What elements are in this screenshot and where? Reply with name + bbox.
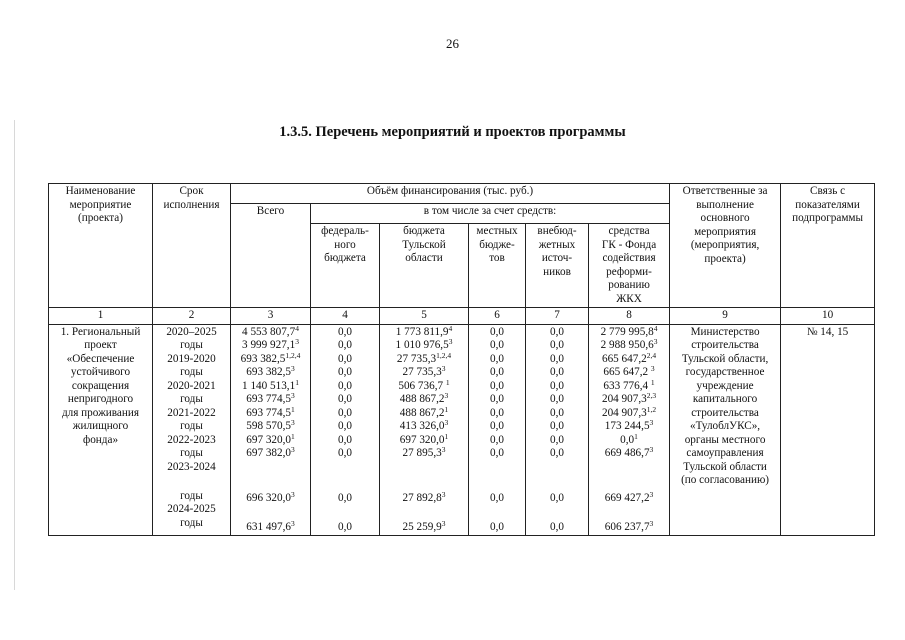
cell-value xyxy=(155,474,228,490)
cell-value: годы xyxy=(180,366,203,378)
footnote-mark: 1 xyxy=(444,431,449,441)
cell-value: 0,0 xyxy=(490,366,504,378)
cell-value: 0,0 xyxy=(490,406,504,419)
cell-value xyxy=(528,461,586,477)
row-regional xyxy=(380,324,469,536)
cell-value: 0,0 xyxy=(338,352,352,365)
cell-value: годы xyxy=(180,393,203,405)
cell-value xyxy=(233,461,308,477)
footnote-mark: 4 xyxy=(448,323,453,333)
column-number: 8 xyxy=(589,308,670,325)
cell-value xyxy=(528,505,586,521)
cell-value: 0,0 xyxy=(490,520,504,533)
cell-value: 3 999 927,1$^3$ xyxy=(242,337,299,351)
column-number: 7 xyxy=(526,308,589,325)
cell-value: 0,0 xyxy=(550,339,564,351)
cell-value: 696 320,0$^3$ xyxy=(246,489,295,504)
cell-value: 2020-2021 xyxy=(167,379,216,392)
cell-value: годы xyxy=(180,516,203,529)
cell-value: 693 774,5$^3$ xyxy=(246,391,295,405)
footnote-mark: 3 xyxy=(291,489,295,499)
footnote-mark: 1 xyxy=(291,431,295,441)
cell-value: 0,0 xyxy=(338,366,352,378)
column-number: 6 xyxy=(469,308,526,325)
cell-value: годы xyxy=(180,489,203,502)
cell-value: 27 892,8$^3$ xyxy=(402,489,446,504)
footnote-mark: 2,3 xyxy=(646,391,657,400)
header-offbudget: внебюд- жетных источ- ников xyxy=(526,224,589,308)
row-local xyxy=(469,324,526,536)
cell-value: годы xyxy=(180,420,203,432)
footnote-mark: 4 xyxy=(295,323,299,333)
cell-value: 0,0 xyxy=(338,420,352,432)
column-number: 2 xyxy=(153,308,231,325)
cell-value: 0,0 xyxy=(490,352,504,365)
footnote-mark: 2,4 xyxy=(646,350,657,360)
cell-value: 0,0 xyxy=(338,447,352,459)
header-name: Наименование мероприятие (проекта) xyxy=(49,184,153,308)
cell-value: 1 010 976,5$^3$ xyxy=(395,337,453,351)
cell-value: 2019-2020 xyxy=(167,352,216,365)
cell-value: 0,0 xyxy=(550,393,564,405)
row-offbudget xyxy=(526,324,589,536)
cell-value xyxy=(471,505,523,521)
measures-table xyxy=(48,183,875,536)
cell-value: 0,0 xyxy=(338,393,352,405)
cell-value: 25 259,9$^3$ xyxy=(402,518,446,533)
section-title: 1.3.5. Перечень мероприятий и проектов программы xyxy=(279,124,626,140)
cell-value xyxy=(382,505,466,521)
header-funding: Объём финансирования (тыс. руб.) xyxy=(231,184,670,204)
cell-value xyxy=(233,505,308,521)
cell-value: 2024-2025 xyxy=(167,503,216,516)
cell-value: 488 867,2$^1$ xyxy=(399,404,449,419)
cell-value: 0,0 xyxy=(338,379,352,392)
column-number: 5 xyxy=(380,308,469,325)
footnote-mark: 1 xyxy=(295,377,299,387)
cell-value: 697 320,0$^1$ xyxy=(399,431,449,446)
cell-value: 697 382,0$^3$ xyxy=(246,445,295,459)
cell-value: 27 735,3$^{1,2,4}$ xyxy=(396,350,452,365)
cell-value: 204 907,3$^{2,3}$ xyxy=(601,391,657,405)
cell-value: 0,0 xyxy=(550,366,564,378)
footnote-mark: 3 xyxy=(295,337,299,346)
cell-value xyxy=(471,461,523,477)
cell-value: 0,0 xyxy=(338,491,352,504)
cell-value: 598 570,5$^3$ xyxy=(246,418,295,432)
cell-value: 693 774,5$^1$ xyxy=(246,404,295,419)
cell-value: 0,0 xyxy=(490,393,504,405)
cell-value: 2022-2023 xyxy=(167,433,216,446)
cell-value: 2 779 995,8$^4$ xyxy=(600,323,658,338)
header-term: Срок исполнения xyxy=(153,184,231,308)
cell-value: 0,0 xyxy=(550,491,564,504)
cell-value: 204 907,3$^{1,2}$ xyxy=(601,404,657,419)
cell-value: 0,0 xyxy=(550,325,564,338)
cell-value: 0,0 xyxy=(490,379,504,392)
cell-value: 693 382,5$^{1,2,4}$ xyxy=(240,350,301,365)
cell-value: 0,0 xyxy=(550,420,564,432)
footnote-mark: 3 xyxy=(441,518,446,528)
cell-value: 488 867,2$^3$ xyxy=(399,391,449,405)
row-link: № 14, 15 xyxy=(781,324,875,536)
cell-value xyxy=(313,461,377,477)
column-number: 1 xyxy=(49,308,153,325)
cell-value: 0,0 xyxy=(490,491,504,504)
cell-value: 27 895,3$^3$ xyxy=(402,445,446,459)
header-responsible: Ответственные за выполнение основного мероприятия (мероприятия, проекта) xyxy=(670,184,781,308)
cell-value: 0,0 xyxy=(338,339,352,351)
page-edge-line xyxy=(14,120,15,590)
row-fund xyxy=(589,324,670,536)
footnote-mark: 3 xyxy=(291,391,295,400)
cell-value: 0,0 xyxy=(338,433,352,446)
cell-value: 1 773 811,9$^4$ xyxy=(395,323,453,338)
header-link: Связь с показателями подпрограммы xyxy=(781,184,875,308)
cell-value: годы xyxy=(180,447,203,459)
cell-value: 669 427,2$^3$ xyxy=(604,489,654,504)
header-total: Всего xyxy=(231,204,311,308)
cell-value: 2 988 950,6$^3$ xyxy=(600,337,658,351)
cell-value: 0,0 xyxy=(490,447,504,459)
header-including: в том числе за счет средств: xyxy=(311,204,670,224)
cell-value: 413 326,0$^3$ xyxy=(399,418,449,432)
cell-value: 0,0 xyxy=(550,520,564,533)
cell-value: годы xyxy=(180,339,203,351)
cell-value: 631 497,6$^3$ xyxy=(246,518,295,533)
footnote-mark: 3 xyxy=(441,364,446,373)
cell-value: 633 776,4 $^1$ xyxy=(603,377,655,392)
footnote-mark: 3 xyxy=(441,445,446,454)
cell-value xyxy=(382,476,466,492)
footnote-mark: 3 xyxy=(291,418,295,427)
header-local: местных бюдже- тов xyxy=(469,224,526,308)
cell-value xyxy=(591,476,667,492)
cell-value: 0,0 xyxy=(490,339,504,351)
footnote-mark: 3 xyxy=(649,445,654,454)
cell-value xyxy=(233,476,308,492)
column-number-row xyxy=(49,308,875,325)
cell-value: $0,0^1$ xyxy=(620,431,638,446)
cell-value: 0,0 xyxy=(338,325,352,338)
cell-value: 2021-2022 xyxy=(167,406,216,419)
cell-value: 0,0 xyxy=(490,420,504,432)
cell-value xyxy=(382,461,466,477)
cell-value: 27 735,3$^3$ xyxy=(402,364,446,378)
footnote-mark: 3 xyxy=(291,445,295,454)
cell-value xyxy=(313,505,377,521)
cell-value: 669 486,7$^3$ xyxy=(604,445,654,459)
cell-value xyxy=(591,505,667,521)
footnote-mark: 3 xyxy=(650,364,655,373)
cell-value xyxy=(528,476,586,492)
cell-value xyxy=(591,461,667,477)
header-regional: бюджета Тульской области xyxy=(380,224,469,308)
cell-value: 2023-2024 xyxy=(167,460,216,473)
cell-value: 0,0 xyxy=(550,447,564,459)
row-federal xyxy=(311,324,380,536)
row-name: 1. Региональный проект «Обеспечение устойчивого сокращения непригодного для проживания жилищного фонда» xyxy=(49,324,153,536)
header-fund: средства ГК - Фонда содействия реформи- рованию ЖКХ xyxy=(589,224,670,308)
cell-value xyxy=(471,476,523,492)
footnote-mark: 1 xyxy=(634,431,638,441)
cell-value: 173 244,5$^3$ xyxy=(604,418,654,432)
footnote-mark: 1,2 xyxy=(646,404,657,414)
footnote-mark: 1 xyxy=(650,377,655,387)
cell-value: 0,0 xyxy=(550,352,564,365)
cell-value: 0,0 xyxy=(338,406,352,419)
cell-value: 4 553 807,7$^4$ xyxy=(242,323,299,338)
row-total xyxy=(231,324,311,536)
footnote-mark: 1 xyxy=(291,404,295,414)
column-number: 9 xyxy=(670,308,781,325)
cell-value: 0,0 xyxy=(490,325,504,338)
footnote-mark: 3 xyxy=(653,337,658,346)
footnote-mark: 3 xyxy=(444,418,449,427)
footnote-mark: 1 xyxy=(444,404,449,414)
footnote-mark: 3 xyxy=(448,337,453,346)
row-responsible: Министерство строительства Тульской области, государственное учреждение капитального строительства «ТулоблУКС», органы местного самоуправления Тульской области (по согласованию) xyxy=(670,324,781,536)
cell-value: 0,0 xyxy=(550,433,564,446)
footnote-mark: 1,2,4 xyxy=(285,350,301,360)
footnote-mark: 3 xyxy=(649,418,654,427)
cell-value: 697 320,0$^1$ xyxy=(246,431,295,446)
cell-value: 665 647,2$^{2,4}$ xyxy=(601,350,657,365)
cell-value: 1 140 513,1$^1$ xyxy=(242,377,299,392)
table-row xyxy=(49,324,875,536)
cell-value: 693 382,5$^3$ xyxy=(246,364,295,378)
cell-value xyxy=(313,476,377,492)
cell-value: 2020–2025 xyxy=(166,325,217,338)
footnote-mark: 3 xyxy=(291,518,295,528)
cell-value: 606 237,7$^3$ xyxy=(604,518,654,533)
footnote-mark: 3 xyxy=(649,518,654,528)
footnote-mark: 3 xyxy=(444,391,449,400)
header-federal: федераль- ного бюджета xyxy=(311,224,380,308)
cell-value: 0,0 xyxy=(490,433,504,446)
cell-value: 665 647,2 $^3$ xyxy=(603,364,655,378)
page-number: 26 xyxy=(446,36,459,51)
column-number: 3 xyxy=(231,308,311,325)
footnote-mark: 3 xyxy=(649,489,654,499)
footnote-mark: 1,2,4 xyxy=(436,350,452,360)
cell-value: 0,0 xyxy=(550,379,564,392)
column-number: 10 xyxy=(781,308,875,325)
footnote-mark: 1 xyxy=(445,377,450,387)
row-periods xyxy=(153,324,231,536)
column-number: 4 xyxy=(311,308,380,325)
footnote-mark: 3 xyxy=(291,364,295,373)
cell-value: 0,0 xyxy=(550,406,564,419)
cell-value: 0,0 xyxy=(338,520,352,533)
footnote-mark: 3 xyxy=(441,489,446,499)
cell-value: 506 736,7 $^1$ xyxy=(398,377,450,392)
footnote-mark: 4 xyxy=(653,323,658,333)
